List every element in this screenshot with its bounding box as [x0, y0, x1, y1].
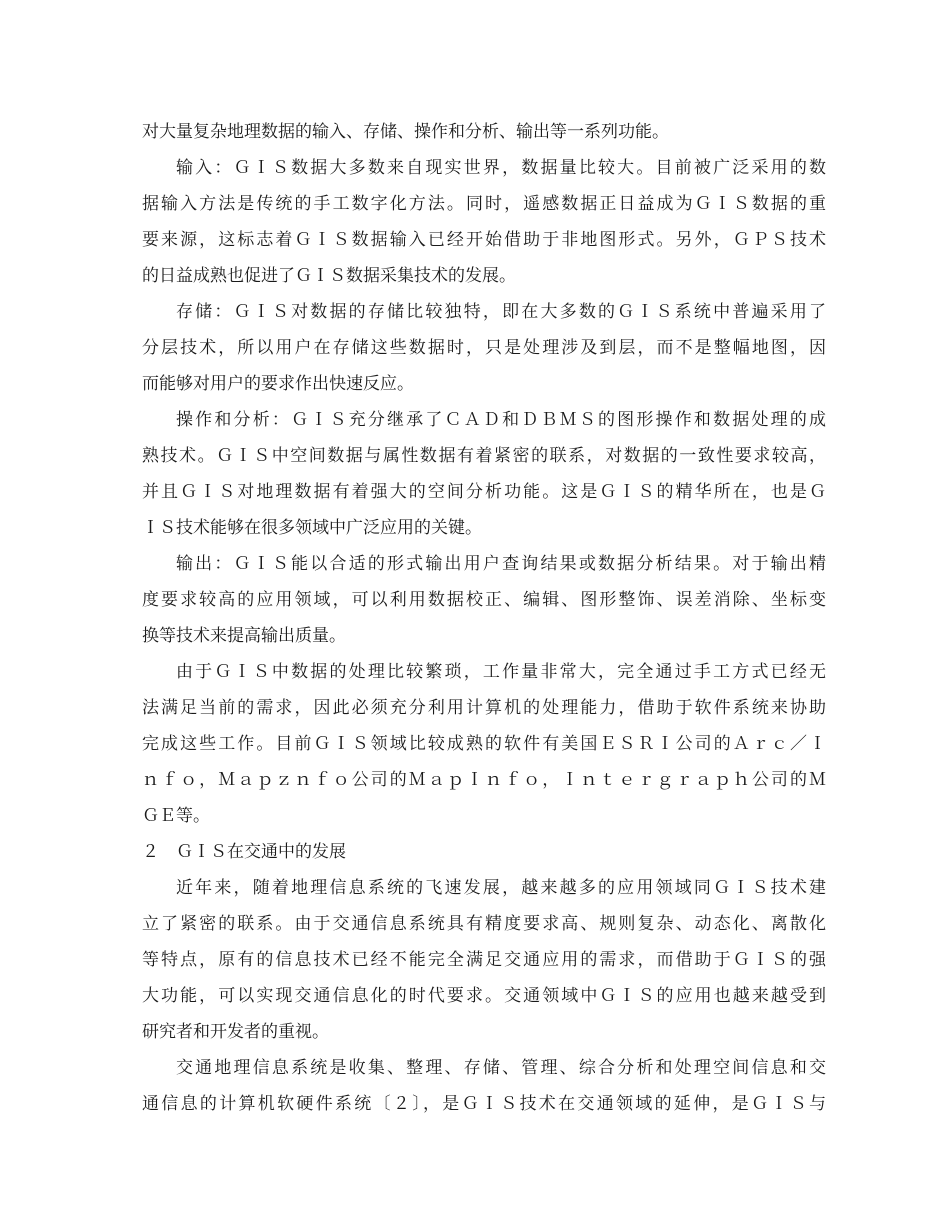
text-line: 立了紧密的联系。由于交通信息系统具有精度要求高、规则复杂、动态化、离散化 — [142, 914, 826, 934]
text-line: 研究者和开发者的重视。 — [142, 1022, 329, 1042]
text-line: 的日益成熟也促进了ＧＩＳ数据采集技术的发展。 — [142, 266, 516, 286]
text-line: 要来源，这标志着ＧＩＳ数据输入已经开始借助于非地图形式。另外，ＧＰＳ技术 — [142, 230, 826, 250]
paragraph-gist-line: 交通地理信息系统是收集、整理、存储、管理、综合分析和处理空间信息和交 — [176, 1058, 826, 1078]
text-line: ＩＳ技术能够在很多领域中广泛应用的关键。 — [142, 518, 482, 538]
paragraph-software-line: 由于ＧＩＳ中数据的处理比较繁琐，工作量非常大，完全通过手工方式已经无 — [176, 662, 826, 682]
text-line: 完成这些工作。目前ＧＩＳ领域比较成熟的软件有美国ＥＳＲＩ公司的Ａｒｃ／Ｉ — [142, 734, 826, 754]
text-line: 分层技术，所以用户在存储这些数据时，只是处理涉及到层，而不是整幅地图，因 — [142, 338, 826, 358]
paragraph-storage-line: 存储：ＧＩＳ对数据的存储比较独特，即在大多数的ＧＩＳ系统中普遍采用了 — [176, 302, 826, 322]
text-line: 度要求较高的应用领域，可以利用数据校正、编辑、图形整饰、误差消除、坐标变 — [142, 590, 826, 610]
paragraph-input-line: 输入：ＧＩＳ数据大多数来自现实世界，数据量比较大。目前被广泛采用的数 — [176, 158, 826, 178]
text-line: 法满足当前的需求，因此必须充分利用计算机的处理能力，借助于软件系统来协助 — [142, 698, 826, 718]
text-line: 并且ＧＩＳ对地理数据有着强大的空间分析功能。这是ＧＩＳ的精华所在，也是Ｇ — [142, 482, 826, 502]
text-line: 对大量复杂地理数据的输入、存储、操作和分析、输出等一系列功能。 — [142, 122, 669, 142]
section-heading: ２ ＧＩＳ在交通中的发展 — [142, 842, 346, 862]
text-line: 等特点，原有的信息技术已经不能完全满足交通应用的需求，而借助于ＧＩＳ的强 — [142, 950, 826, 970]
text-line: 而能够对用户的要求作出快速反应。 — [142, 374, 414, 394]
paragraph-operation-line: 操作和分析：ＧＩＳ充分继承了ＣＡＤ和ＤＢＭＳ的图形操作和数据处理的成 — [176, 410, 826, 430]
document-page — [142, 114, 826, 1122]
paragraph-output-line: 输出：ＧＩＳ能以合适的形式输出用户查询结果或数据分析结果。对于输出精 — [176, 554, 826, 574]
text-line: 通信息的计算机软硬件系统〔２〕，是ＧＩＳ技术在交通领域的延伸，是ＧＩＳ与 — [142, 1094, 826, 1114]
text-line: 大功能，可以实现交通信息化的时代要求。交通领域中ＧＩＳ的应用也越来越受到 — [142, 986, 826, 1006]
text-line: 换等技术来提高输出质量。 — [142, 626, 346, 646]
text-line: 据输入方法是传统的手工数字化方法。同时，遥感数据正日益成为ＧＩＳ数据的重 — [142, 194, 826, 214]
paragraph-transport-line: 近年来，随着地理信息系统的飞速发展，越来越多的应用领域同ＧＩＳ技术建 — [176, 878, 826, 898]
text-line: ｎｆｏ，Ｍａｐｚｎｆｏ公司的ＭａｐＩｎｆｏ，Ｉｎｔｅｒｇｒａｐｈ公司的Ｍ — [142, 770, 826, 790]
text-line: ＧＥ等。 — [142, 806, 210, 826]
text-line: 熟技术。ＧＩＳ中空间数据与属性数据有着紧密的联系，对数据的一致性要求较高， — [142, 446, 826, 466]
